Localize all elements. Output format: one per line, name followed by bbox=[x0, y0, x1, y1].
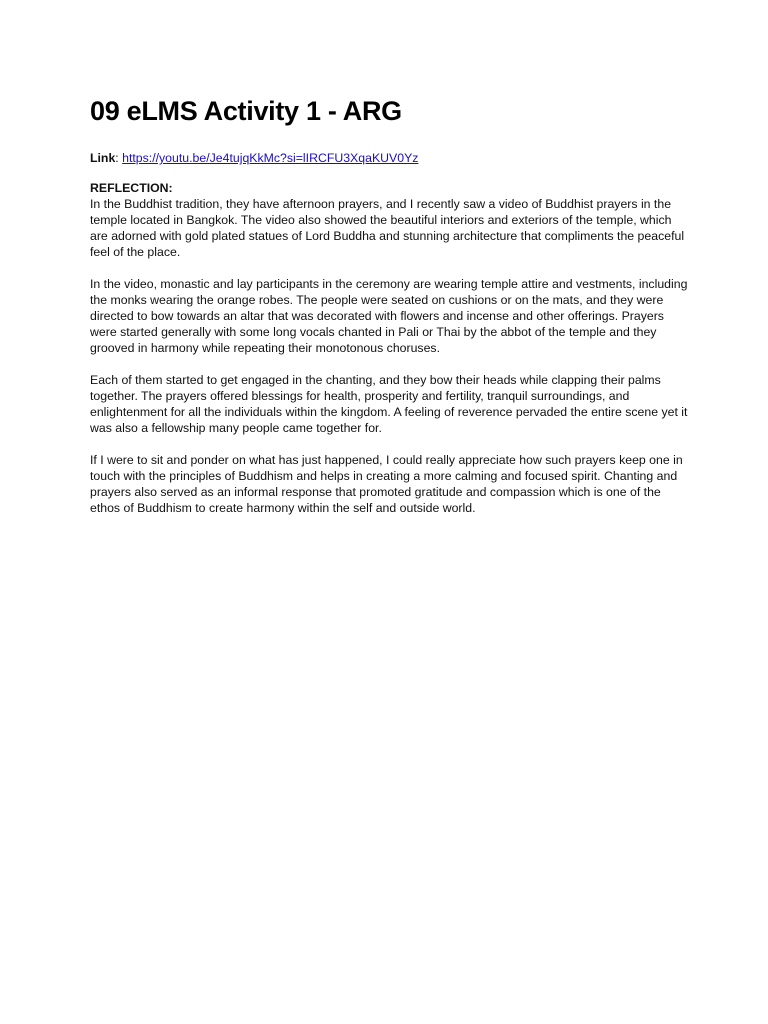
reflection-paragraph-1: In the Buddhist tradition, they have afternoon prayers, and I recently saw a video of Buddhist prayers in the temple located in Bangkok. The video also showed the beautiful interiors and exteriors of the temple, which are adorned with gold plated statues of Lord Buddha and stunning architecture that compliments the peaceful feel of the place. bbox=[90, 197, 685, 259]
reflection-paragraph-3: Each of them started to get engaged in the chanting, and they bow their heads while clapping their palms together. The prayers offered blessings for health, prosperity and fertility, tranquil surroundings, and enlightenment for all the individuals within the kingdom. A feeling of reverence pervaded the entire scene yet it was also a fellowship many people came together for. bbox=[90, 373, 688, 435]
video-link[interactable]: https://youtu.be/Je4tujqKkMc?si=lIRCFU3XqaKUV0Yz bbox=[122, 151, 419, 165]
reflection-heading: REFLECTION: bbox=[90, 181, 173, 195]
document-body bbox=[90, 94, 690, 516]
reflection-paragraph-4: If I were to sit and ponder on what has just happened, I could really appreciate how such prayers keep one in touch with the principles of Buddhism and helps in creating a more calming and focused spirit. Chanting and prayers also served as an informal response that promoted gratitude and compassion which is one of the ethos of Buddhism to create harmony within the self and outside world. bbox=[90, 453, 683, 515]
link-separator: : bbox=[115, 151, 123, 165]
link-label: Link bbox=[90, 151, 116, 165]
document-title: 09 eLMS Activity 1 - ARG bbox=[90, 96, 402, 126]
reflection-paragraph-2: In the video, monastic and lay participants in the ceremony are wearing temple attire and vestments, including the monks wearing the orange robes. The people were seated on cushions or on the mats, and they were directed to bow towards an altar that was decorated with flowers and incense and other offerings. Prayers were started generally with some long vocals chanted in Pali or Thai by the abbot of the temple and they grooved in harmony while repeating their monotonous choruses. bbox=[90, 277, 688, 355]
link-line bbox=[90, 150, 690, 166]
